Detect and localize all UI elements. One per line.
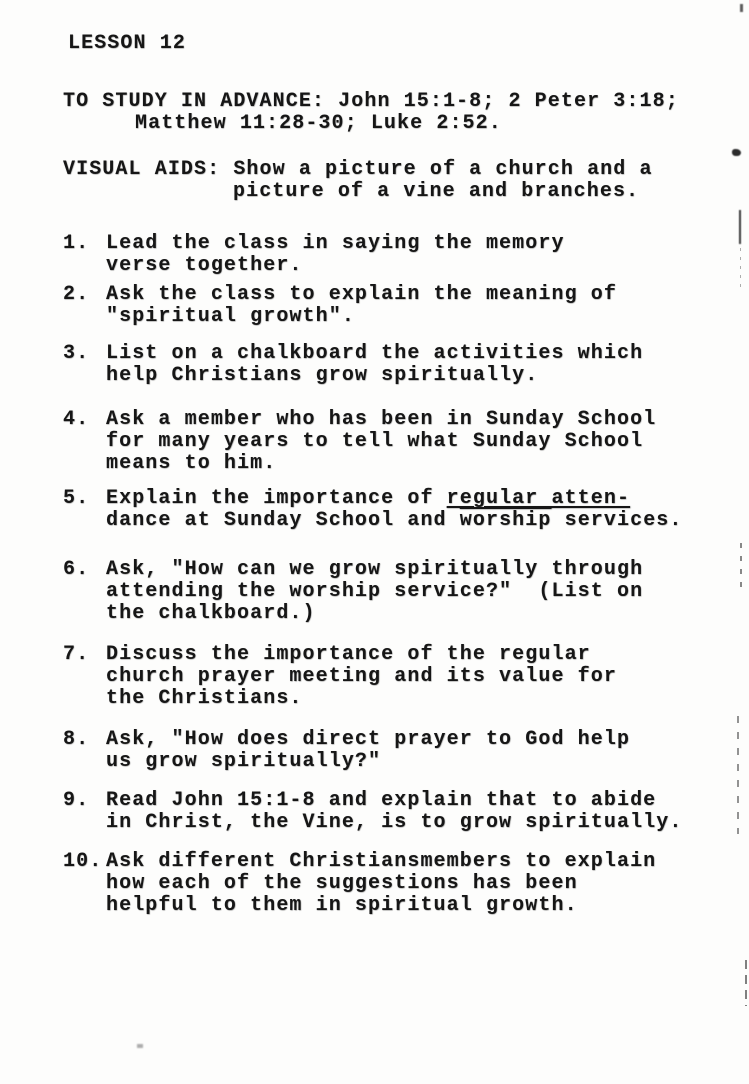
item-text-segment: how each of the suggestions has been (106, 872, 578, 895)
item-line (106, 873, 723, 895)
visual-aids-line1: VISUAL AIDS: Show a picture of a church and a (63, 158, 653, 181)
activity-item (63, 729, 723, 773)
item-body (106, 729, 723, 773)
item-line (106, 895, 723, 917)
item-body (106, 233, 723, 277)
item-text-segment: dance at Sunday School and (106, 509, 460, 532)
item-number: 3. (63, 342, 90, 365)
study-advance-line1: TO STUDY IN ADVANCE: John 15:1-8; 2 Peter 3:18; (63, 90, 679, 113)
item-line (106, 431, 723, 453)
item-text-segment: services. (551, 509, 683, 532)
item-line (106, 559, 723, 581)
scan-speck (732, 149, 741, 156)
item-text-segment: Ask different Christiansmembers to explain (106, 850, 657, 873)
activity-item (63, 409, 723, 475)
activity-item (63, 233, 723, 277)
item-text-segment: church prayer meeting and its value for (106, 665, 617, 688)
item-body (106, 284, 723, 328)
scan-edge-dashes (737, 716, 739, 834)
item-text-segment: "spiritual growth". (106, 305, 355, 328)
study-advance-line2: Matthew 11:28-30; Luke 2:52. (135, 112, 502, 135)
item-text-segment: Lead the class in saying the memory (106, 232, 565, 255)
item-line (106, 255, 723, 277)
item-body (106, 488, 723, 532)
item-line (106, 729, 723, 751)
item-line (106, 488, 723, 510)
item-line (106, 688, 723, 710)
item-line (106, 581, 723, 603)
item-body (106, 790, 723, 834)
item-body (106, 559, 723, 625)
scan-speck (137, 1044, 143, 1048)
item-text-segment: us grow spiritually?" (106, 750, 382, 773)
scan-edge-dots (740, 248, 741, 288)
item-text-segment: Read John 15:1-8 and explain that to abide (106, 789, 657, 812)
item-number: 7. (63, 643, 90, 666)
activity-list (63, 233, 723, 917)
item-text-segment: for many years to tell what Sunday School (106, 430, 644, 453)
item-text-segment: Ask the class to explain the meaning of (106, 283, 617, 306)
item-line (106, 409, 723, 431)
item-line (106, 284, 723, 306)
item-text-segment: the Christians. (106, 687, 303, 710)
item-body (106, 343, 723, 387)
item-text-segment: worship (459, 509, 552, 532)
item-line (106, 343, 723, 365)
item-line (106, 644, 723, 666)
item-text-segment: Discuss the importance of the regular (106, 643, 591, 666)
item-body (106, 851, 723, 917)
scan-edge-dashes (740, 543, 742, 595)
item-text-segment: in Christ, the Vine, is to grow spiritually. (106, 811, 683, 834)
activity-item (63, 851, 723, 917)
item-text-segment: Explain the importance of (106, 487, 447, 510)
activity-item (63, 488, 723, 532)
item-text-segment: Ask a member who has been in Sunday School (106, 408, 657, 431)
item-body (106, 409, 723, 475)
item-number: 2. (63, 283, 90, 306)
visual-aids-line2: picture of a vine and branches. (233, 180, 640, 203)
activity-item (63, 644, 723, 710)
scan-speck (740, 4, 743, 12)
item-text-segment: helpful to them in spiritual growth. (106, 894, 578, 917)
item-text-segment: means to him. (106, 452, 277, 475)
item-line (106, 812, 723, 834)
item-line (106, 453, 723, 475)
item-number: 9. (63, 789, 90, 812)
item-number: 10. (63, 850, 103, 873)
item-text-segment: the chalkboard.) (106, 602, 316, 625)
item-number: 8. (63, 728, 90, 751)
item-text-segment: Ask, "How does direct prayer to God help (106, 728, 631, 751)
activity-item (63, 559, 723, 625)
activity-item (63, 284, 723, 328)
scan-edge-line (739, 210, 741, 244)
item-body (106, 644, 723, 710)
item-text-segment: attending the worship service?" (List on (106, 580, 644, 603)
item-text-segment: help Christians grow spiritually. (106, 364, 539, 387)
item-text-segment: List on a chalkboard the activities which (106, 342, 644, 365)
item-line (106, 603, 723, 625)
item-text-segment: Ask, "How can we grow spiritually through (106, 558, 644, 581)
lesson-title: LESSON 12 (68, 32, 186, 55)
activity-item (63, 790, 723, 834)
item-line (106, 365, 723, 387)
item-text-segment: verse together. (106, 254, 303, 277)
item-line (106, 510, 723, 532)
scan-edge-dashes (745, 960, 747, 1006)
item-number: 1. (63, 232, 90, 255)
item-line (106, 751, 723, 773)
item-number: 5. (63, 487, 90, 510)
activity-item (63, 343, 723, 387)
item-number: 4. (63, 408, 90, 431)
item-line (106, 306, 723, 328)
item-line (106, 790, 723, 812)
item-number: 6. (63, 558, 90, 581)
item-text-segment: regular atten- (446, 487, 631, 510)
item-line (106, 851, 723, 873)
item-line (106, 666, 723, 688)
item-line (106, 233, 723, 255)
